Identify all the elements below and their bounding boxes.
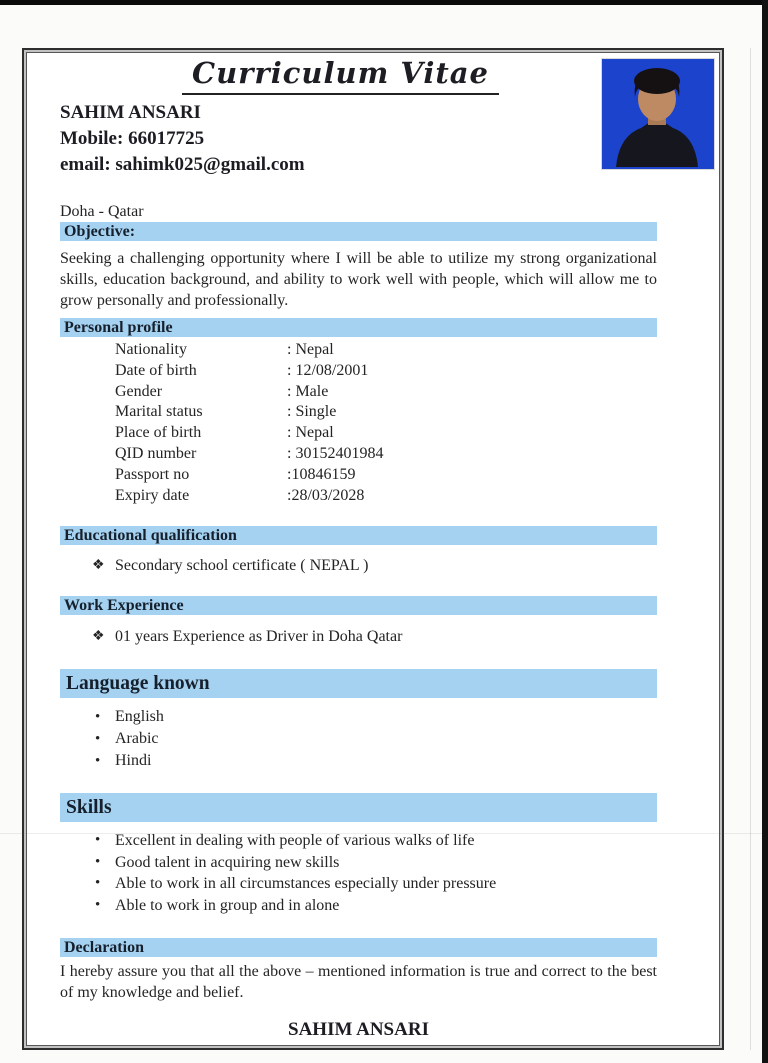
profile-value: : Nepal bbox=[287, 341, 334, 358]
profile-label: Passport no bbox=[115, 465, 190, 483]
profile-value: : Single bbox=[287, 403, 337, 421]
profile-value: : 12/08/2001 bbox=[287, 361, 369, 379]
signature-name: SAHIM ANSARI bbox=[288, 1019, 429, 1041]
profile-row bbox=[60, 423, 657, 444]
scan-artifact-horizontal-line bbox=[0, 833, 768, 834]
profile-row bbox=[60, 361, 657, 382]
profile-row bbox=[60, 444, 657, 465]
section-heading-education: Educational qualification bbox=[60, 526, 657, 545]
list-item bbox=[60, 852, 657, 874]
profile-row bbox=[60, 486, 657, 507]
document-frame-silver bbox=[24, 50, 722, 1048]
profile-photo-graphic bbox=[602, 59, 712, 167]
dot-bullet-icon: • bbox=[95, 832, 101, 849]
declaration-text: I hereby assure you that all the above – mentioned information is true and correct to the best of my knowledge and belief. bbox=[60, 963, 657, 1002]
objective-text: Seeking a challenging opportunity where I will be able to utilize my strong organizational skills, education background, and ability to work well with people, which will allow me to grow personally and professionally. bbox=[60, 250, 657, 309]
profile-label: Marital status bbox=[115, 403, 203, 421]
dot-bullet-icon: • bbox=[95, 853, 101, 870]
personal-profile-rows bbox=[60, 340, 657, 506]
document-title: Curriculum Vitae bbox=[182, 55, 499, 95]
language-item-text: Arabic bbox=[115, 730, 159, 748]
section-heading-objective: Objective: bbox=[60, 222, 657, 241]
title-row bbox=[60, 55, 621, 95]
profile-label: Date of birth bbox=[115, 361, 197, 379]
scan-artifact-vertical-line bbox=[750, 48, 751, 1050]
location-text: Doha - Qatar bbox=[60, 203, 144, 220]
profile-label: Nationality bbox=[115, 341, 187, 358]
profile-label: Gender bbox=[115, 382, 163, 400]
profile-row bbox=[60, 340, 657, 361]
list-item bbox=[60, 873, 657, 895]
list-item bbox=[60, 706, 657, 728]
dot-bullet-icon: • bbox=[95, 753, 101, 770]
contact-block bbox=[60, 100, 657, 178]
scan-edge-top bbox=[0, 0, 768, 5]
work-experience-item bbox=[60, 627, 657, 646]
profile-value: : 30152401984 bbox=[287, 444, 384, 462]
section-heading-languages: Language known bbox=[60, 669, 657, 698]
education-item-text: Secondary school certificate ( NEPAL ) bbox=[115, 557, 369, 575]
section-heading-work-experience: Work Experience bbox=[60, 596, 657, 615]
scan-edge-right bbox=[762, 0, 768, 1063]
skills-list bbox=[60, 830, 657, 916]
list-item bbox=[60, 750, 657, 772]
language-item-text: English bbox=[115, 708, 164, 726]
education-item bbox=[60, 556, 657, 575]
list-item bbox=[60, 728, 657, 750]
diamond-bullet-icon: ❖ bbox=[92, 629, 105, 645]
dot-bullet-icon: • bbox=[95, 896, 101, 913]
work-experience-item-text: 01 years Experience as Driver in Doha Qatar bbox=[115, 628, 403, 646]
profile-value: :10846159 bbox=[287, 465, 356, 483]
profile-row bbox=[60, 382, 657, 403]
dot-bullet-icon: • bbox=[95, 731, 101, 748]
section-heading-personal-profile: Personal profile bbox=[60, 318, 657, 337]
diamond-bullet-icon: ❖ bbox=[92, 558, 105, 574]
section-heading-declaration: Declaration bbox=[60, 938, 657, 957]
candidate-name: SAHIM ANSARI bbox=[60, 102, 201, 123]
list-item bbox=[60, 895, 657, 917]
skill-item-text: Able to work in group and in alone bbox=[115, 896, 340, 914]
document-frame bbox=[22, 48, 724, 1050]
language-item-text: Hindi bbox=[115, 752, 152, 770]
email-address: email: sahimk025@gmail.com bbox=[60, 154, 305, 175]
profile-row bbox=[60, 402, 657, 423]
profile-label: Place of birth bbox=[115, 424, 202, 442]
profile-value: :28/03/2028 bbox=[287, 486, 365, 504]
profile-label: QID number bbox=[115, 444, 197, 462]
profile-label: Expiry date bbox=[115, 486, 190, 504]
profile-row bbox=[60, 465, 657, 486]
languages-list bbox=[60, 706, 657, 772]
dot-bullet-icon: • bbox=[95, 875, 101, 892]
document-content bbox=[26, 52, 720, 1046]
profile-value: : Male bbox=[287, 382, 329, 400]
profile-photo bbox=[601, 58, 715, 170]
skill-item-text: Good talent in acquiring new skills bbox=[115, 853, 340, 871]
mobile-number: Mobile: 66017725 bbox=[60, 128, 205, 149]
skill-item-text: Able to work in all circumstances especially under pressure bbox=[115, 875, 497, 893]
skill-item-text: Excellent in dealing with people of various walks of life bbox=[115, 832, 475, 850]
section-heading-skills: Skills bbox=[60, 793, 657, 822]
dot-bullet-icon: • bbox=[95, 709, 101, 726]
profile-value: : Nepal bbox=[287, 424, 334, 442]
